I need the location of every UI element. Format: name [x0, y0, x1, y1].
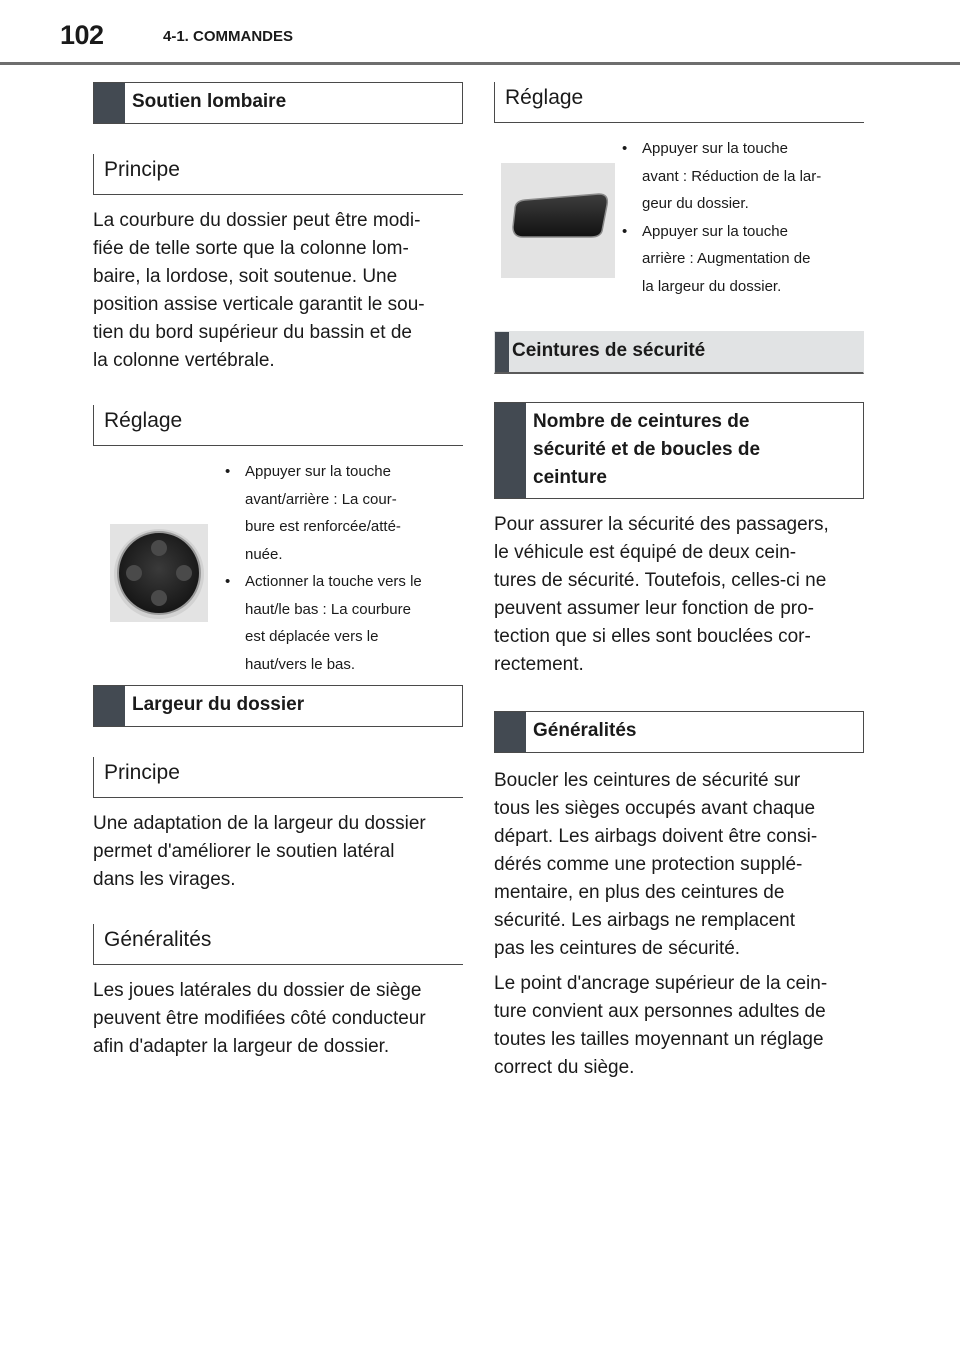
belt-count-text: Pour assurer la sécurité des passagers, le véhicule est équipé de deux cein- tures de sécurité. Toutefois, celles-ci ne peuvent assumer leur fonction de pro- tection que si elles sont bouclées cor- rectement.	[494, 514, 829, 675]
heading-label: Soutien lombaire	[132, 91, 287, 112]
heading-mark	[495, 403, 526, 498]
subheading-reglage	[93, 405, 463, 446]
subheading-principe	[93, 154, 463, 195]
subheading-principe	[93, 757, 463, 798]
lumbar-bullet-list	[225, 458, 463, 678]
heading-mark	[495, 332, 509, 372]
width-control-image	[501, 163, 615, 278]
heading-lumbar-support	[93, 82, 463, 124]
width-principe-text: Une adaptation de la largeur du dossier permet d'améliorer le soutien latéral dans les virages.	[93, 813, 426, 890]
page-header	[0, 0, 960, 66]
width-bullet-list	[622, 135, 864, 300]
lumbar-principe-text: La courbure du dossier peut être modi- fiée de telle sorte que la colonne lom- baire, la lordose, soit soutenue. Une position assise verticale garantit le sou- tien du bord supérieur du bassin et de la colonne vertébrale.	[93, 210, 425, 371]
page-number: 102	[60, 20, 104, 50]
bullet-item: • Appuyer sur la touche avant/arrière : La cour- bure est renforcée/atté- nuée.	[225, 458, 463, 568]
subheading-generalites	[93, 924, 463, 965]
heading-backrest-width	[93, 685, 463, 727]
subheading-label: Généralités	[104, 928, 212, 951]
heading-generalites	[494, 711, 864, 753]
heading-label: Ceintures de sécurité	[512, 340, 706, 361]
heading-mark	[94, 686, 125, 726]
subheading-label: Réglage	[104, 409, 183, 432]
header-rule	[0, 62, 960, 65]
heading-belt-count	[494, 402, 864, 499]
heading-seat-belts	[494, 331, 864, 374]
subheading-label: Principe	[104, 761, 180, 784]
heading-label: Largeur du dossier	[132, 694, 305, 715]
bullet-item: • Appuyer sur la touche avant : Réduction de la lar- geur du dossier.	[622, 135, 864, 218]
heading-label: Nombre de ceintures de sécurité et de boucles de ceinture	[533, 411, 761, 488]
subheading-reglage	[494, 82, 864, 123]
width-generalites-text: Les joues latérales du dossier de siège peuvent être modifiées côté conducteur afin d'adapter la largeur de dossier.	[93, 980, 426, 1057]
subheading-label: Principe	[104, 158, 180, 181]
generalites-paragraph-2: Le point d'ancrage supérieur de la cein- ture convient aux personnes adultes de toutes les tailles moyennant un réglage correct du siège.	[494, 973, 828, 1078]
lumbar-adjustment	[93, 446, 463, 682]
lumbar-four-way-button-icon	[110, 524, 208, 622]
right-column	[494, 82, 864, 1082]
heading-mark	[495, 712, 526, 752]
lumbar-control-image	[110, 524, 208, 622]
generalites-paragraph-1: Boucler les ceintures de sécurité sur tous les sièges occupés avant chaque départ. Les airbags doivent être consi- dérés comme une protection supplé- mentaire, en plus des ceintures de sécurité. Les airbags ne remplacent pas les ceintures de sécurité.	[494, 770, 818, 959]
subheading-label: Réglage	[505, 86, 584, 109]
bullet-item: • Appuyer sur la touche arrière : Augmentation de la largeur du dossier.	[622, 218, 864, 301]
section-title: 4-1. COMMANDES	[163, 28, 294, 45]
left-column	[93, 82, 463, 1061]
heading-mark	[94, 83, 125, 123]
backrest-width-rocker-button-icon	[501, 163, 615, 278]
bullet-item: • Actionner la touche vers le haut/le bas : La courbure est déplacée vers le haut/vers le bas.	[225, 568, 463, 678]
heading-label: Généralités	[533, 720, 637, 741]
width-adjustment	[494, 123, 864, 331]
